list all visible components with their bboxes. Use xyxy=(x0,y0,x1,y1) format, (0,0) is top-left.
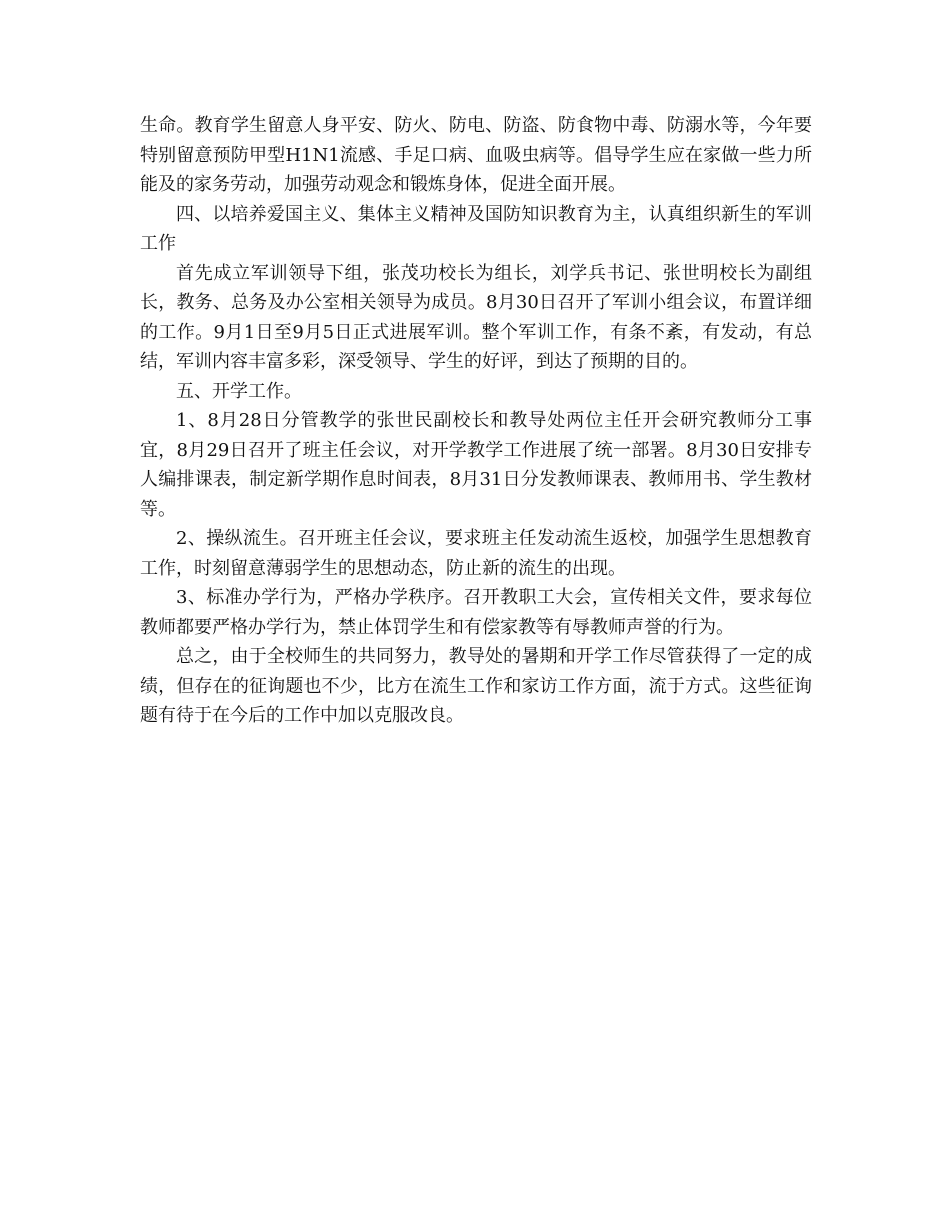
paragraph-item-three: 3、标准办学行为，严格办学秩序。召开教职工大会，宣传相关文件，要求每位教师都要严格办学行为，禁止体罚学生和有偿家教等有辱教师声誉的行为。 xyxy=(140,587,812,638)
paragraph-item-one: 1、8月28日分管教学的张世民副校长和教导处两位主任开会研究教师分工事宜，8月29日召开了班主任会议，对开学教学工作进展了统一部署。8月30日安排专人编排课表，制定新学期作息时间表，8月31日分发教师课表、教师用书、学生教材等。 xyxy=(140,410,812,520)
paragraph-continuation: 生命。教育学生留意人身平安、防火、防电、防盗、防食物中毒、防溺水等，今年要特别留意预防甲型H1N1流感、手足口病、血吸虫病等。倡导学生应在家做一些力所能及的家务劳动，加强劳动观念和锻炼身体，促进全面开展。 xyxy=(140,115,812,195)
paragraph-military-training: 首先成立军训领导下组，张茂功校长为组长，刘学兵书记、张世明校长为副组长，教务、总务及办公室相关领导为成员。8月30日召开了军训小组会议，布置详细的工作。9月1日至9月5日正式进展军训。整个军训工作，有条不紊，有发动，有总结，军训内容丰富多彩，深受领导、学生的好评，到达了预期的目的。 xyxy=(140,262,812,372)
paragraph-section-four-heading: 四、以培养爱国主义、集体主义精神及国防知识教育为主，认真组织新生的军训工作 xyxy=(140,203,812,254)
paragraph-item-two: 2、操纵流生。召开班主任会议，要求班主任发动流生返校，加强学生思想教育工作，时刻留意薄弱学生的思想动态，防止新的流生的出现。 xyxy=(140,528,812,579)
paragraph-summary: 总之，由于全校师生的共同努力，教导处的暑期和开学工作尽管获得了一定的成绩，但存在的征询题也不少，比方在流生工作和家访工作方面，流于方式。这些征询题有待于在今后的工作中加以克服改良。 xyxy=(140,646,812,726)
paragraph-section-five-heading: 五、开学工作。 xyxy=(176,380,302,402)
document-body xyxy=(140,111,812,731)
